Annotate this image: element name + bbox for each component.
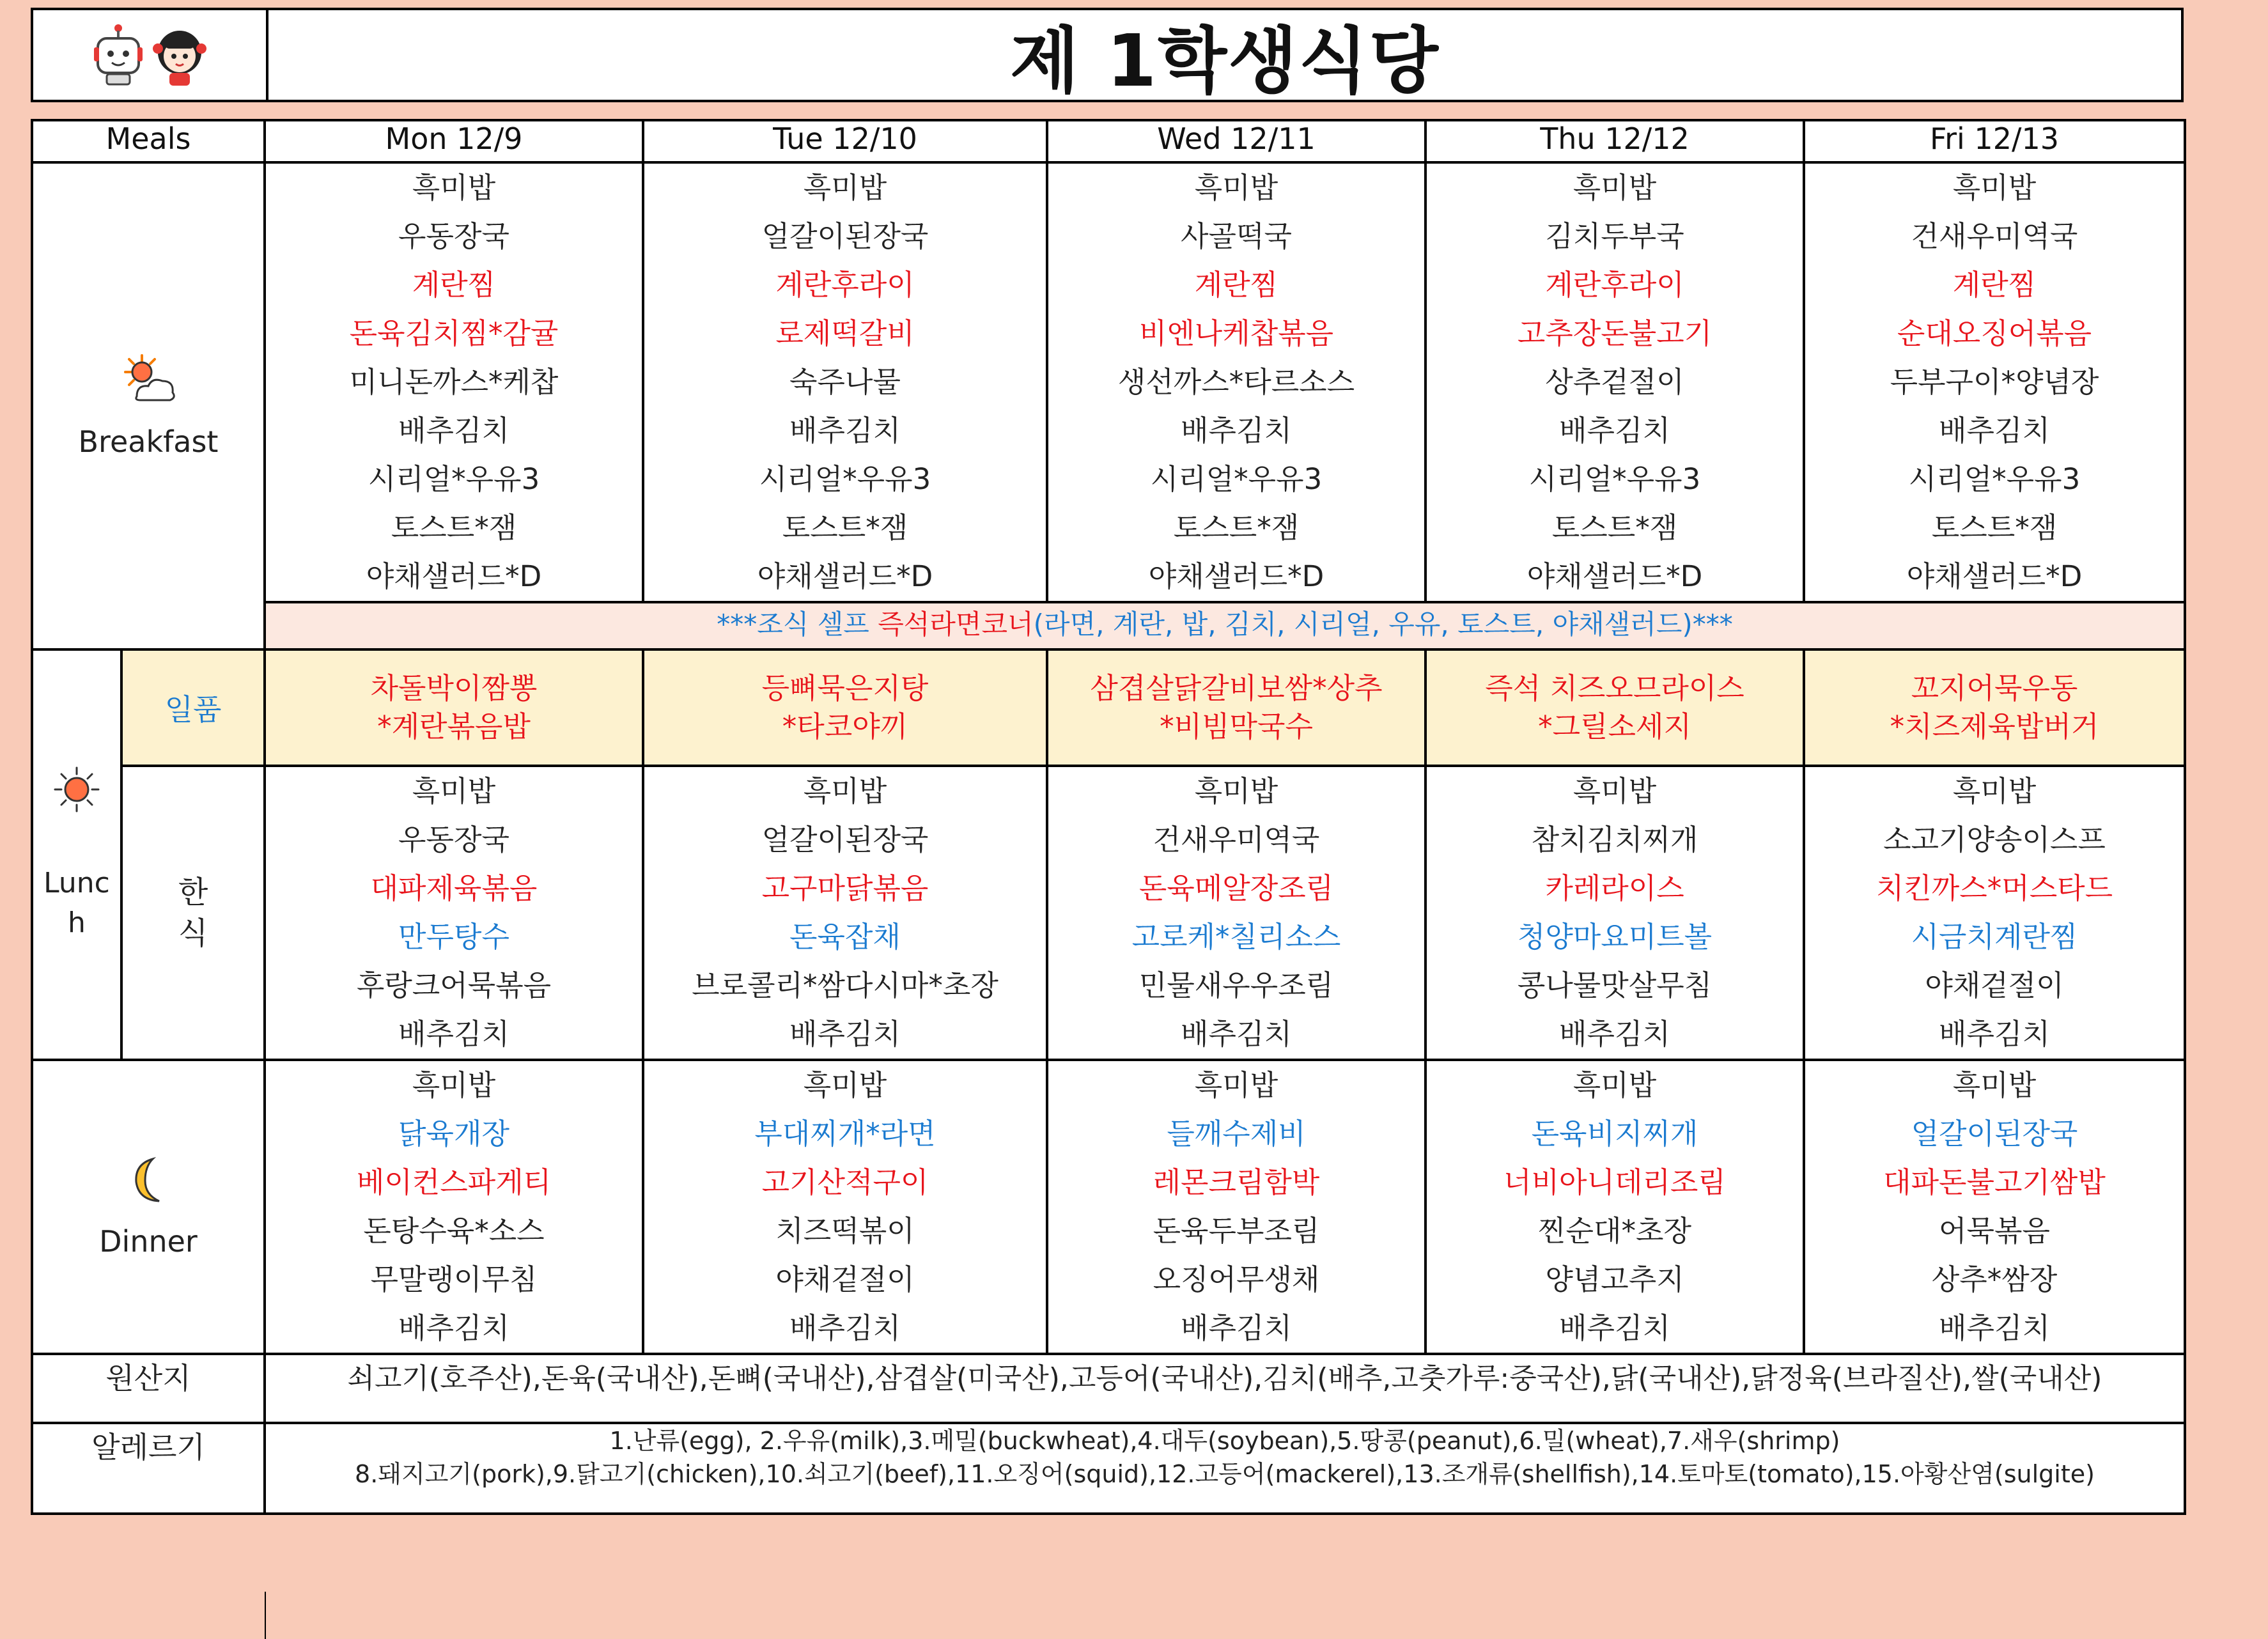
menu-item: 고로케*칠리소스 [1131,920,1341,954]
day-header-tue: Tue 12/10 [643,120,1047,162]
menu-item: 치즈떡볶이 [775,1214,915,1248]
menu-item: 흑미밥 [1573,1068,1657,1102]
ilpum-tue [643,649,1047,766]
menu-item: 시리얼*우유3 [759,462,931,496]
dinner-fri [1804,1060,2185,1354]
menu-item: 로제떡갈비 [775,316,915,350]
hansik-mon [265,766,643,1060]
menu-item: 미니돈까스*케찹 [349,365,559,399]
notice-text-post: (라면, 계란, 밥, 김치, 시리얼, 우유, 토스트, 야채샐러드)*** [1033,609,1733,640]
hansik-wed [1047,766,1425,1060]
menu-item: 너비아니데리조림 [1503,1165,1726,1199]
menu-item: 배추김치 [1559,414,1670,447]
menu-item: 토스트*잼 [1551,511,1678,545]
menu-item: 고추장돈불고기 [1517,316,1713,350]
day-header-mon: Mon 12/9 [265,120,643,162]
menu-item: 야채샐러드*D [1526,559,1703,593]
menu-item: 얼갈이된장국 [761,823,929,857]
menu-item: 배추김치 [398,414,509,447]
menu-item: 숙주나물 [789,365,901,399]
menu-item: 야채겉절이 [1925,968,2064,1002]
lunch-label-cell [32,649,121,1060]
notice-text-pre: ***조식 셀프 [717,609,878,640]
breakfast-label: Breakfast [78,424,219,459]
title-bar [31,8,2184,102]
breakfast-fri [1804,162,2185,602]
breakfast-notice-row [32,602,2185,649]
menu-item: 계란후라이 [1545,268,1684,302]
menu-item: 배추김치 [1559,1017,1670,1051]
menu-item: 돈탕수육*소스 [363,1214,545,1248]
hansik-fri [1804,766,2185,1060]
logo-area [33,10,268,100]
meals-header: Meals [32,120,265,162]
hansik-label-1: 한 [178,874,208,910]
menu-item: 토스트*잼 [391,511,517,545]
menu-item: 생선까스*타르소스 [1117,365,1355,399]
sun-cloud-icon [118,353,179,407]
menu-item: 닭육개장 [398,1117,509,1151]
menu-item: 상추*쌈장 [1931,1262,2058,1296]
menu-item: 얼갈이된장국 [761,219,929,253]
menu-item: 흑미밥 [412,1068,496,1102]
menu-item: 대파제육볶음 [370,871,538,905]
girl-mascot-icon [153,23,206,87]
day-header-fri: Fri 12/13 [1804,120,2185,162]
menu-item: 브로콜리*쌈다시마*초장 [692,968,998,1002]
ilpum-wed-line1: 삼겹살닭갈비보쌈*상추 [1090,671,1383,705]
breakfast-label-cell [32,162,265,649]
menu-item: 우동장국 [398,823,509,857]
menu-item: 시금치계란찜 [1911,920,2078,954]
menu-item: 토스트*잼 [782,511,908,545]
menu-item: 돈육두부조림 [1153,1214,1320,1248]
dinner-tue [643,1060,1047,1354]
menu-item: 카레라이스 [1545,871,1684,905]
menu-item: 민물새우우조림 [1138,968,1334,1002]
menu-item: 흑미밥 [1952,171,2037,205]
sun-icon [54,766,100,812]
lunch-hansik-row [32,766,2185,1060]
menu-item: 배추김치 [1181,1311,1292,1345]
menu-table [31,119,2186,1515]
menu-item: 배추김치 [789,414,901,447]
breakfast-mon [265,162,643,602]
menu-item: 양념고추지 [1545,1262,1684,1296]
menu-item: 배추김치 [1939,1017,2050,1051]
menu-item: 시리얼*우유3 [1150,462,1323,496]
page-title: 제 1학생식당 [1010,19,1440,103]
ilpum-tue-line2: *타코야끼 [782,710,908,743]
menu-item: 상추겉절이 [1545,365,1684,399]
menu-item: 야채샐러드*D [1906,559,2083,593]
allergy-line1: 1.난류(egg), 2.우유(milk),3.메밀(buckwheat),4.대두(soybean),5.땅콩(peanut),6.밀(wheat),7.새우(shrimp) [609,1427,1840,1455]
menu-item: 만두탕수 [398,920,509,954]
menu-item: 소고기양송이스프 [1883,823,2106,857]
menu-item: 시리얼*우유3 [368,462,540,496]
lunch-ilpum-row [32,649,2185,766]
breakfast-wed [1047,162,1425,602]
crescent-moon-icon [126,1155,171,1206]
menu-item: 토스트*잼 [1931,511,2058,545]
ilpum-label: 일품 [121,649,265,766]
allergy-label: 알레르기 [32,1423,265,1514]
menu-item: 흑미밥 [412,774,496,808]
lunch-label-line2: h [68,906,86,939]
menu-item: 배추김치 [789,1311,901,1345]
menu-item: 레몬크림함박 [1153,1165,1320,1199]
menu-item: 계란찜 [1194,268,1278,302]
menu-item: 우동장국 [398,219,509,253]
menu-item: 베이컨스파게티 [356,1165,552,1199]
menu-item: 배추김치 [1939,1311,2050,1345]
menu-item: 토스트*잼 [1173,511,1300,545]
menu-item: 고구마닭볶음 [761,871,929,905]
origin-text: 쇠고기(호주산),돈육(국내산),돈뼈(국내산),삼겹살(미국산),고등어(국내산),김치(배추,고춧가루:중국산),닭(국내산),닭정육(브라질산),쌀(국내산) [265,1354,2185,1423]
menu-item: 야채샐러드*D [757,559,933,593]
bottom-divider [265,1592,266,1639]
ilpum-wed [1047,649,1425,766]
menu-item: 들깨수제비 [1167,1117,1306,1151]
breakfast-row [32,162,2185,602]
dinner-label-cell [32,1060,265,1354]
ilpum-fri-line1: 꼬지어묵우동 [1911,671,2078,705]
menu-item: 계란후라이 [775,268,915,302]
dinner-wed [1047,1060,1425,1354]
allergy-row [32,1423,2185,1514]
menu-item: 대파돈불고기쌈밥 [1883,1165,2106,1199]
menu-item: 배추김치 [789,1017,901,1051]
menu-item: 시리얼*우유3 [1528,462,1701,496]
dinner-mon [265,1060,643,1354]
ilpum-thu-line2: *그릴소세지 [1538,710,1691,743]
ilpum-fri [1804,649,2185,766]
origin-row [32,1354,2185,1423]
menu-item: 건새우미역국 [1153,823,1320,857]
menu-item: 청양마요미트볼 [1517,920,1713,954]
menu-item: 흑미밥 [1573,774,1657,808]
robot-mascot-icon [93,23,144,87]
ilpum-wed-line2: *비빔막국수 [1160,710,1313,743]
menu-item: 흑미밥 [803,1068,887,1102]
menu-item: 흑미밥 [1194,774,1278,808]
menu-item: 흑미밥 [1952,1068,2037,1102]
menu-item: 돈육비지찌개 [1531,1117,1698,1151]
ilpum-mon-line1: 차돌박이짬뽕 [370,671,538,705]
menu-item: 얼갈이된장국 [1911,1117,2078,1151]
notice-text-highlight: 즉석라면코너 [878,609,1034,640]
dinner-label: Dinner [99,1224,198,1259]
menu-item: 배추김치 [1181,1017,1292,1051]
hansik-label [121,766,265,1060]
ilpum-mon-line2: *계란볶음밥 [377,710,531,743]
menu-item: 찐순대*초장 [1538,1214,1691,1248]
menu-item: 무말랭이무침 [370,1262,538,1296]
menu-item: 오징어무생채 [1153,1262,1320,1296]
menu-item: 참치김치찌개 [1531,823,1698,857]
menu-item: 후랑크어묵볶음 [356,968,552,1002]
allergy-text [265,1423,2185,1514]
ilpum-mon [265,649,643,766]
allergy-line2: 8.돼지고기(pork),9.닭고기(chicken),10.쇠고기(beef),11.오징어(squid),12.고등어(mackerel),13.조개류(shellfish),14.토마토(tomato),15.아황산염(sulgite) [355,1460,2095,1488]
ilpum-thu-line1: 즉석 치즈오므라이스 [1485,671,1744,705]
breakfast-tue [643,162,1047,602]
menu-item: 두부구이*양념장 [1890,365,2099,399]
ilpum-fri-line2: *치즈제육밥버거 [1890,710,2099,743]
menu-item: 계란찜 [1952,268,2037,302]
day-header-thu: Thu 12/12 [1425,120,1804,162]
hansik-label-2: 식 [178,915,208,951]
origin-label: 원산지 [32,1354,265,1423]
menu-item: 돈육메알장조림 [1138,871,1334,905]
menu-item: 배추김치 [1939,414,2050,447]
menu-item: 배추김치 [1181,414,1292,447]
menu-item: 돈육잡채 [789,920,901,954]
dinner-thu [1425,1060,1804,1354]
dinner-row [32,1060,2185,1354]
menu-item: 어묵볶음 [1939,1214,2050,1248]
ilpum-tue-line1: 등뼈묵은지탕 [761,671,929,705]
menu-item: 순대오징어볶음 [1897,316,2092,350]
breakfast-notice [265,602,2185,649]
menu-item: 돈육김치찜*감귤 [349,316,559,350]
lunch-label-line1: Lunc [43,867,110,899]
menu-item: 사골떡국 [1181,219,1292,253]
menu-item: 계란찜 [412,268,496,302]
menu-item: 흑미밥 [1194,1068,1278,1102]
menu-item: 김치두부국 [1545,219,1684,253]
menu-item: 배추김치 [398,1017,509,1051]
menu-item: 야채겉절이 [775,1262,915,1296]
menu-item: 비엔나케찹볶음 [1138,316,1334,350]
ilpum-thu [1425,649,1804,766]
hansik-tue [643,766,1047,1060]
menu-item: 야채샐러드*D [366,559,542,593]
menu-item: 콩나물맛살무침 [1517,968,1713,1002]
menu-item: 흑미밥 [803,171,887,205]
menu-item: 흑미밥 [1194,171,1278,205]
menu-item: 배추김치 [1559,1311,1670,1345]
menu-item: 흑미밥 [412,171,496,205]
menu-item: 야채샐러드*D [1148,559,1324,593]
menu-item: 고기산적구이 [761,1165,929,1199]
menu-item: 부대찌개*라면 [754,1117,936,1151]
menu-item: 흑미밥 [1573,171,1657,205]
menu-item: 시리얼*우유3 [1908,462,2081,496]
breakfast-thu [1425,162,1804,602]
hansik-thu [1425,766,1804,1060]
menu-item: 건새우미역국 [1911,219,2078,253]
day-header-wed: Wed 12/11 [1047,120,1425,162]
menu-item: 흑미밥 [1952,774,2037,808]
menu-item: 배추김치 [398,1311,509,1345]
menu-item: 흑미밥 [803,774,887,808]
menu-item: 치킨까스*머스타드 [1876,871,2113,905]
header-row [32,120,2185,162]
